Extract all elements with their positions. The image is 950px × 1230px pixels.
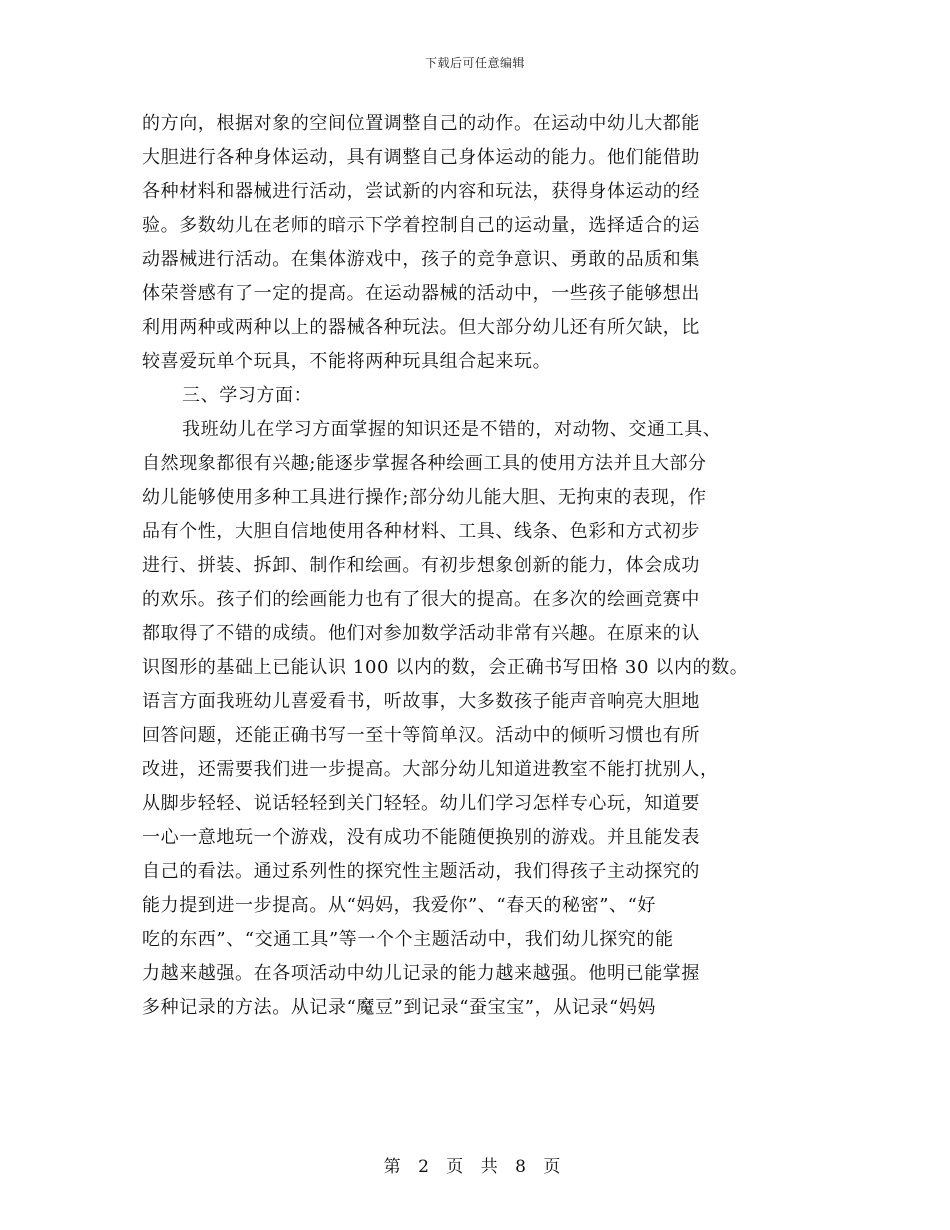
body-line: 较喜爱玩单个玩具，不能将两种玩具组合起来玩。: [142, 351, 552, 372]
body-line: 一心一意地玩一个游戏，没有成功不能随便换别的游戏。并且能发表: [142, 827, 700, 848]
body-line: 自然现象都很有兴趣;能逐步掌握各种绘画工具的使用方法并且大部分: [142, 453, 707, 474]
body-line: 的欢乐。孩子们的绘画能力也有了很大的提高。在多次的绘画竞赛中: [142, 589, 700, 610]
body-line: 多种记录的方法。从记录“魔豆”到记录“蚕宝宝”，从记录“妈妈: [142, 997, 657, 1018]
body-line: 大胆进行各种身体运动，具有调整自己身体运动的能力。他们能借助: [142, 147, 700, 168]
body-line: 回答问题，还能正确书写一至十等简单汉。活动中的倾听习惯也有所: [142, 725, 700, 746]
body-line: 品有个性，大胆自信地使用各种材料、工具、线条、色彩和方式初步: [142, 521, 700, 542]
body-line: 验。多数幼儿在老师的暗示下学着控制自己的运动量，选择适合的运: [142, 215, 700, 236]
body-line: 力越来越强。在各项活动中幼儿记录的能力越来越强。他明已能掌握: [142, 963, 700, 984]
body-line: 改进，还需要我们进一步提高。大部分幼儿知道进教室不能打扰别人，: [142, 759, 719, 780]
section-heading: 三、学习方面：: [182, 385, 313, 406]
document-body: [142, 107, 802, 1025]
page-number: 第 2 页 共 8 页: [383, 1157, 567, 1177]
body-line: 能力提到进一步提高。从“妈妈，我爱你”、“春天的秘密”、“好: [142, 895, 657, 916]
body-line: 识图形的基础上已能认识 100 以内的数，会正确书写田格 30 以内的数。: [142, 657, 749, 678]
body-line: 进行、拼装、拆卸、制作和绘画。有初步想象创新的能力，体会成功: [142, 555, 700, 576]
body-line: 都取得了不错的成绩。他们对参加数学活动非常有兴趣。在原来的认: [142, 623, 700, 644]
body-line: 的方向，根据对象的空间位置调整自己的动作。在运动中幼儿大都能: [142, 113, 700, 134]
body-line: 吃的东西”、“交通工具”等一个个主题活动中，我们幼儿探究的能: [142, 929, 674, 950]
body-line: 自己的看法。通过系列性的探究性主题活动，我们得孩子主动探究的: [142, 861, 700, 882]
body-line: 体荣誉感有了一定的提高。在运动器械的活动中，一些孩子能够想出: [142, 283, 700, 304]
body-line: 语言方面我班幼儿喜爱看书，听故事，大多数孩子能声音响亮大胆地: [142, 691, 700, 712]
body-line: 幼儿能够使用多种工具进行操作;部分幼儿能大胆、无拘束的表现，作: [142, 487, 707, 508]
body-line: 我班幼儿在学习方面掌握的知识还是不错的，对动物、交通工具、: [182, 419, 722, 440]
body-line: 各种材料和器械进行活动，尝试新的内容和玩法，获得身体运动的经: [142, 181, 700, 202]
body-line: 从脚步轻轻、说话轻轻到关门轻轻。幼儿们学习怎样专心玩，知道要: [142, 793, 700, 814]
body-line: 利用两种或两种以上的器械各种玩法。但大部分幼儿还有所欠缺，比: [142, 317, 700, 338]
page-header: 下载后可任意编辑: [424, 56, 525, 70]
body-line: 动器械进行活动。在集体游戏中，孩子的竞争意识、勇敢的品质和集: [142, 249, 700, 270]
